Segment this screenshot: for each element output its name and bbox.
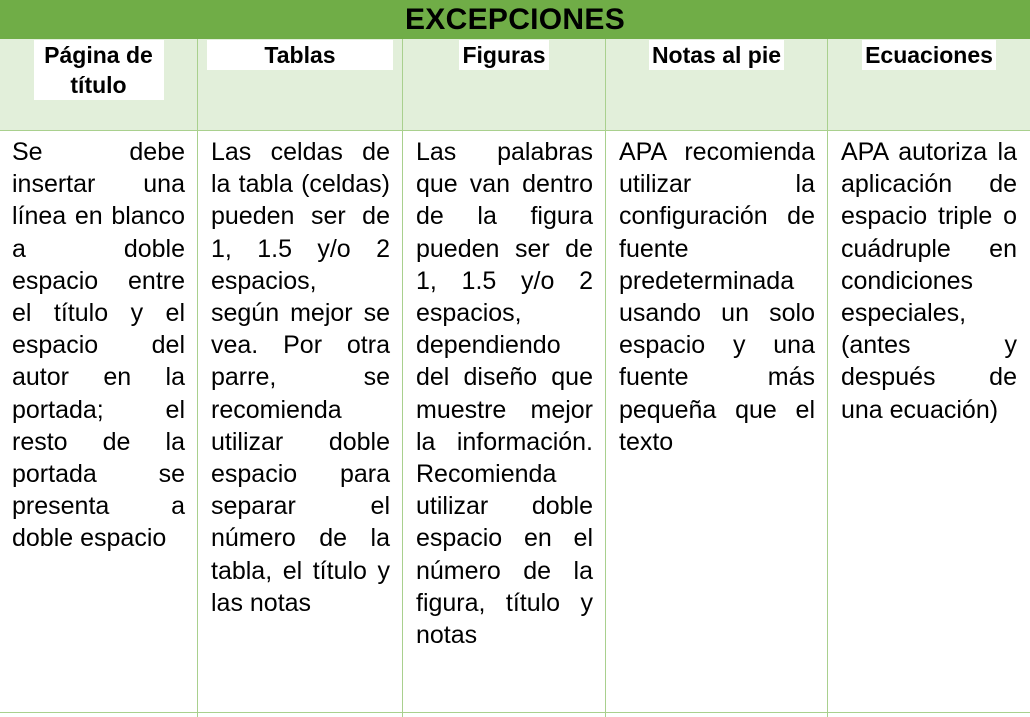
- body-cell-tablas: Las celdas de la tabla (celdas) pueden ser de 1, 1.5 y/o 2 espacios, según mejor se vea. Por otra parre, se recomienda utilizar doble espacio para separar el número de la tabla, el título y las notas: [211, 138, 390, 617]
- table-title: EXCEPCIONES: [0, 0, 1030, 39]
- header-cell-pagina-de-titulo: [0, 40, 197, 130]
- body-cell-ecuaciones: APA autoriza la aplicación de espacio triple o cuádruple en condiciones especiales, (antes y después de una ecuación): [841, 138, 1017, 424]
- column-divider: [197, 39, 198, 717]
- header-cell-notas-al-pie: [606, 40, 827, 130]
- body-cell-notas-al-pie: APA recomienda utilizar la configuración de fuente predeterminada usando un solo espacio y una fuente más pequeña que el texto: [619, 138, 815, 456]
- table-bottom-border: [0, 712, 1030, 713]
- header-label: Notas al pie: [649, 40, 784, 70]
- body-cell-pagina-de-titulo: Se debe insertar una línea en blanco a doble espacio entre el título y el espacio del autor en la portada; el resto de la portada se presenta a doble espacio: [12, 138, 185, 553]
- header-label: Ecuaciones: [862, 40, 996, 70]
- column-divider: [402, 39, 403, 717]
- body-cell-figuras: Las palabras que van dentro de la figura pueden ser de 1, 1.5 y/o 2 espacios, dependiendo del diseño que muestre mejor la información. Recomienda utilizar doble espacio en el número de la figura, título y notas: [416, 138, 593, 650]
- header-label: Tablas: [207, 40, 393, 70]
- header-cell-tablas: [198, 40, 402, 130]
- header-label: Figuras: [459, 40, 548, 70]
- header-cell-ecuaciones: [828, 40, 1030, 130]
- header-label: Página de título: [34, 40, 164, 100]
- column-divider: [827, 39, 828, 717]
- column-divider: [605, 39, 606, 717]
- header-cell-figuras: [403, 40, 605, 130]
